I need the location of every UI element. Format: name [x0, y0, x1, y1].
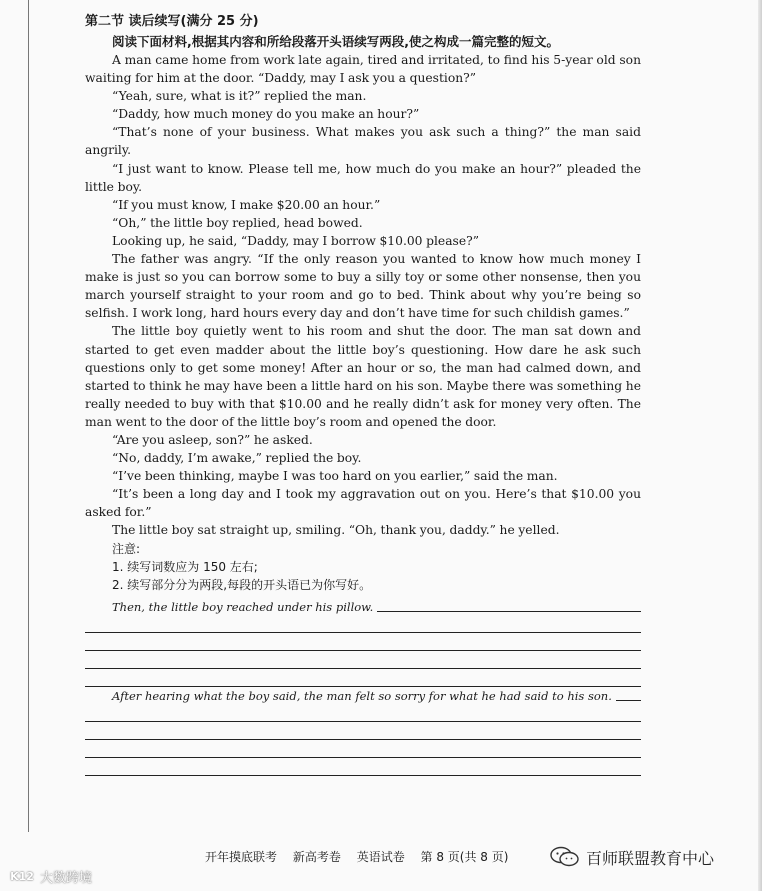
story-text [85, 51, 641, 540]
answer-line[interactable] [85, 668, 641, 669]
footer-series: 新高考卷 [292, 850, 341, 864]
footer-exam: 开年摸底联考 [205, 850, 278, 864]
story-paragraph: “No, daddy, I’m awake,” replied the boy. [112, 451, 362, 466]
story-paragraph: The father was angry. “If the only reason you wanted to know how much money I make is just so you can borrow some to buy a silly toy or some other nonsense, then you march yourself straight to your room and go to bed. Think about why you’re being so selfish. I work long, hard hours every day and don’t have time for such childish games.” [85, 252, 641, 321]
footer-paper: 英语试卷 [356, 850, 405, 864]
story-paragraph: “That’s none of your business. What makes you ask such a thing?” the man said angrily. [85, 125, 641, 158]
story-paragraph: “Oh,” the little boy replied, head bowed. [112, 215, 363, 230]
notes-heading: 注意: [112, 541, 141, 556]
answer-line[interactable] [616, 700, 641, 701]
page-footer [205, 848, 520, 866]
answer-line[interactable] [85, 632, 641, 633]
story-paragraph: The little boy quietly went to his room and shut the door. The man sat down and started to get even madder about the little boy’s questioning. How dare he ask such questions only to get some money! After an hour or so, the man had calmed down, and started to think he may have been a little hard on his son. Maybe there was something he really needed to buy with that $10.00 and he really didn’t ask for money very often. The man went to the door of the little boy’s room and opened the door. [85, 324, 641, 429]
wechat-icon [550, 846, 580, 868]
binding-margin-line [28, 0, 29, 832]
section-title: 第二节 读后续写(满分 25 分) [85, 14, 259, 29]
story-paragraph: “Yeah, sure, what is it?” replied the man. [112, 89, 367, 104]
answer-line[interactable] [85, 739, 641, 740]
story-paragraph: A man came home from work late again, tired and irritated, to find his 5-year old son waiting for him at the door. “Daddy, may I ask you a question?” [85, 53, 641, 86]
answer-line[interactable] [85, 721, 641, 722]
answer-line[interactable] [377, 611, 641, 612]
watermark-right-text: 百师联盟教育中心 [586, 848, 715, 868]
footer-page-number: 第 8 页(共 8 页) [420, 850, 509, 864]
answer-line[interactable] [85, 775, 641, 776]
story-paragraph: “It’s been a long day and I took my aggravation out on you. Here’s that $10.00 you asked for.” [85, 487, 641, 520]
notes-section [85, 540, 641, 594]
watermark-logo: K12 [10, 869, 34, 883]
answer-area [85, 594, 641, 756]
watermark-left-text: 大数跨境 [40, 870, 93, 886]
watermark-left [8, 866, 92, 886]
notes-item: 1. 续写词数应为 150 左右; [112, 559, 258, 574]
story-paragraph: “I just want to know. Please tell me, how much do you make an hour?” pleaded the little boy. [85, 161, 641, 194]
prompt-text-2: After hearing what the boy said, the man felt so sorry for what he had said to his son. [112, 688, 612, 703]
story-paragraph: “I’ve been thinking, maybe I was too hard on you earlier,” said the man. [112, 469, 558, 484]
page-content [85, 12, 641, 756]
section-instruction: 阅读下面材料,根据其内容和所给段落开头语续写两段,使之构成一篇完整的短文。 [112, 34, 559, 49]
prompt-text-1: Then, the little boy reached under his pillow. [112, 599, 374, 614]
story-paragraph: “Daddy, how much money do you make an hour?” [112, 107, 420, 122]
answer-line[interactable] [85, 650, 641, 651]
story-paragraph: The little boy sat straight up, smiling. “Oh, thank you, daddy.” he yelled. [112, 523, 560, 538]
watermark-right [550, 844, 714, 870]
continuation-prompt-1 [85, 596, 641, 614]
story-paragraph: “If you must know, I make $20.00 an hour.” [112, 197, 381, 212]
story-paragraph: Looking up, he said, “Daddy, may I borrow $10.00 please?” [112, 233, 479, 248]
story-paragraph: “Are you asleep, son?” he asked. [112, 432, 313, 447]
continuation-prompt-2 [85, 685, 641, 703]
answer-line[interactable] [85, 757, 641, 758]
notes-item: 2. 续写部分分为两段,每段的开头语已为你写好。 [112, 577, 372, 592]
page-edge-shadow [758, 0, 762, 891]
